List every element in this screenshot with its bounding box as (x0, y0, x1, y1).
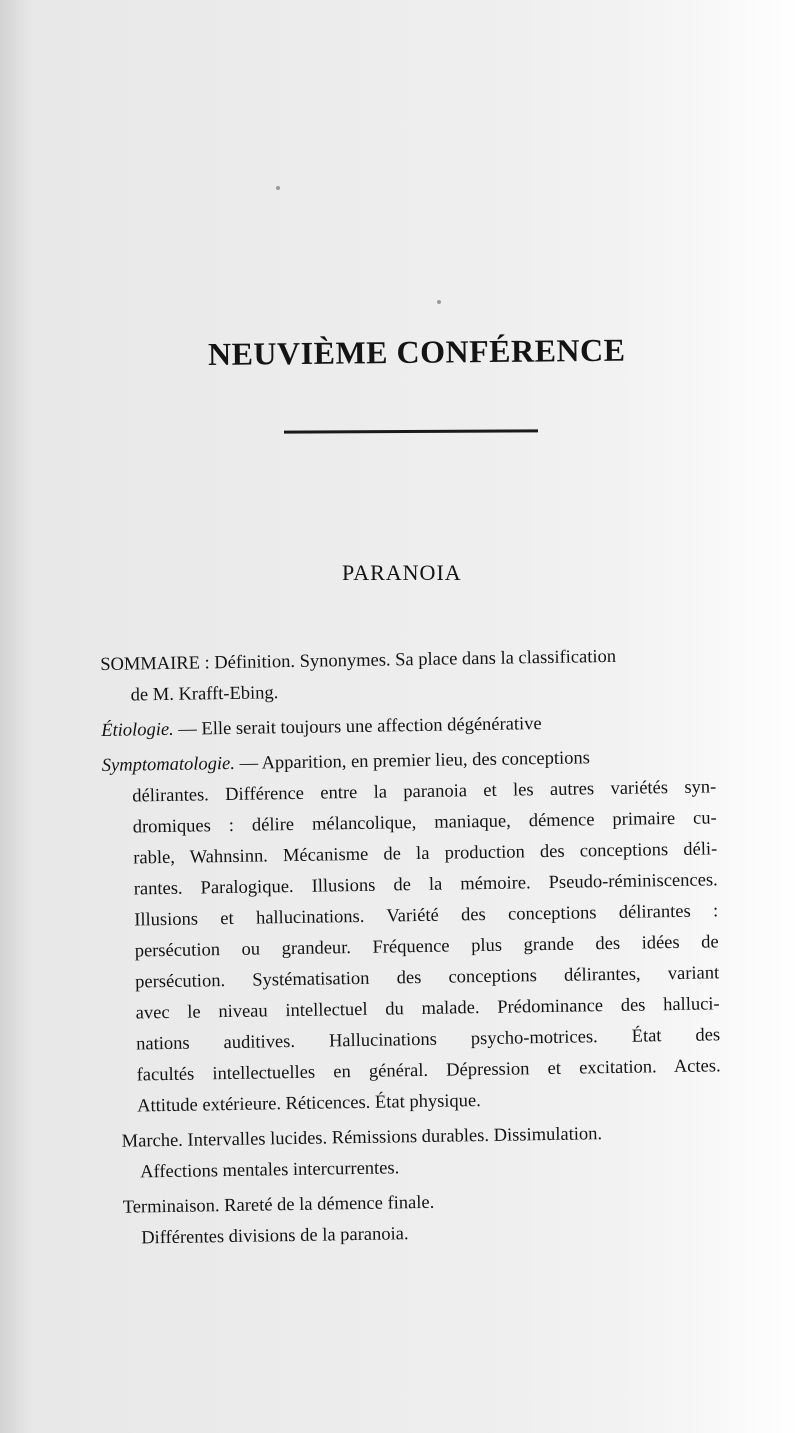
ink-speck (276, 186, 280, 190)
sommaire-text: : Définition. Synonymes. Sa place dans la classification (199, 646, 617, 674)
symptomatologie-line: Attitude extérieure. Réticences. État physique. (137, 1091, 481, 1117)
summary-paragraph-symptomatologie (102, 741, 748, 1123)
summary-paragraph-etiologie (101, 706, 741, 747)
symptomatologie-line: persécution. Systématisation des conceptions délirantes, variant (135, 963, 720, 993)
symptomatologie-line: dromiques : délire mélancolique, maniaque, démence primaire cu- (132, 808, 717, 838)
terminaison-line: Terminaison. Rareté de la démence finale. (122, 1192, 435, 1218)
summary-paragraph-sommaire (100, 640, 741, 712)
chapter-subtitle: PARANOIA (342, 560, 462, 585)
summary-paragraph-terminaison (109, 1183, 750, 1255)
symptomatologie-line: Illusions et hallucinations. Variété des conceptions délirantes : (134, 901, 719, 931)
terminaison-continuation: Différentes divisions de la paranoia. (141, 1224, 409, 1249)
marche-continuation: Affections mentales intercurrentes. (140, 1158, 400, 1183)
symptomatologie-line: avec le niveau intellectuel du malade. Prédominance des halluci- (135, 994, 720, 1024)
sommaire-label: SOMMAIRE (100, 653, 201, 675)
symptomatologie-label: Symptomatologie. (101, 753, 236, 776)
chapter-summary (100, 640, 749, 1259)
symptomatologie-text: — Apparition, en premier lieu, des conceptions (234, 748, 591, 774)
ink-speck (437, 300, 441, 304)
marche-line: Marche. Intervalles lucides. Rémissions durables. Dissimulation. (121, 1124, 603, 1152)
symptomatologie-line: facultés intellectuelles en général. Dépression et excitation. Actes. (136, 1056, 721, 1086)
sommaire-continuation: de M. Krafft-Ebing. (130, 683, 279, 706)
title-rule (284, 429, 538, 433)
symptomatologie-line: nations auditives. Hallucinations psycho-motrices. État des (136, 1025, 721, 1055)
chapter-title: NEUVIÈME CONFÉRENCE (207, 331, 626, 372)
symptomatologie-line: rable, Wahnsinn. Mécanisme de la production des conceptions déli- (133, 839, 718, 869)
symptomatologie-line: persécution ou grandeur. Fréquence plus grande des idées de (134, 932, 719, 962)
symptomatologie-line: délirantes. Différence entre la paranoia et les autres variétés syn- (132, 777, 717, 807)
symptomatologie-line: rantes. Paralogique. Illusions de la mémoire. Pseudo-réminiscences. (133, 870, 718, 900)
etiologie-label: Étiologie. (101, 719, 174, 741)
etiologie-text: — Elle serait toujours une affection dégénérative (173, 714, 542, 740)
summary-paragraph-marche (107, 1117, 748, 1189)
